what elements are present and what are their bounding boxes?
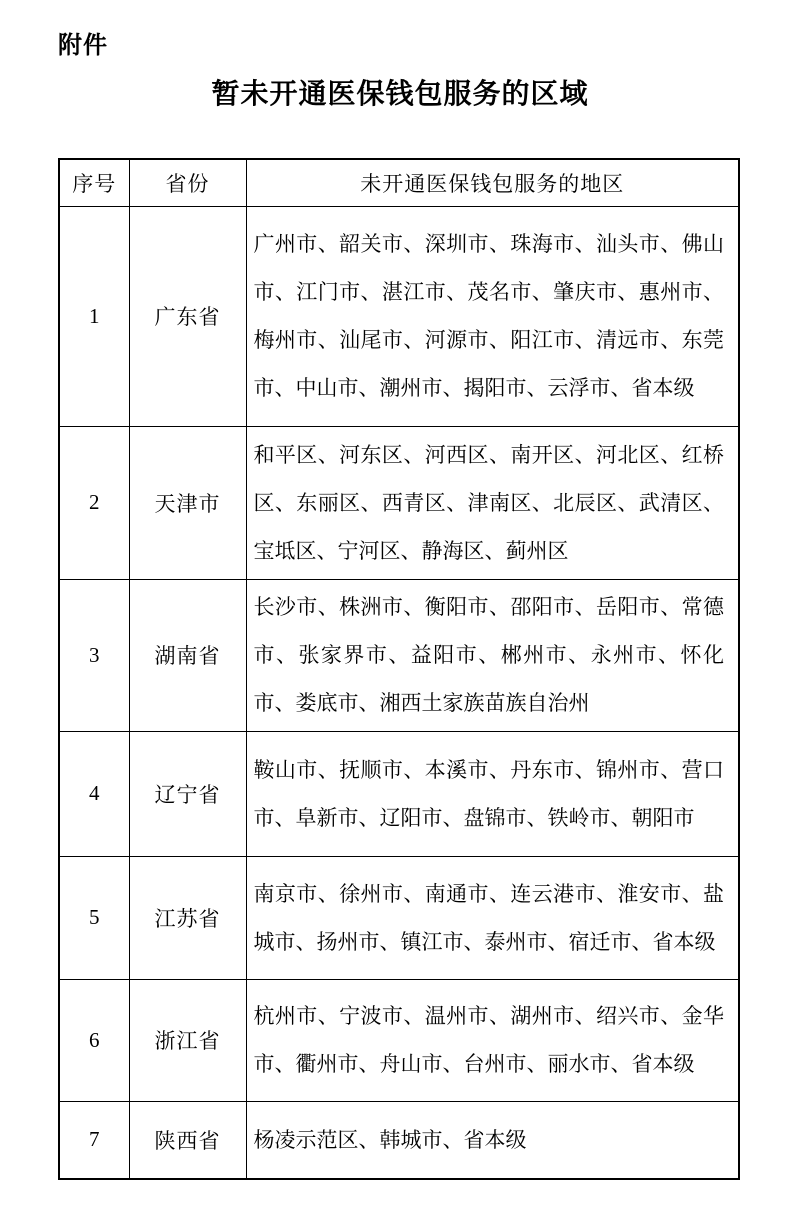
table-row (59, 731, 739, 856)
province-cell: 湖南省 (129, 579, 246, 731)
table-row (59, 579, 739, 731)
regions-cell: 广州市、韶关市、深圳市、珠海市、汕头市、佛山市、江门市、湛江市、茂名市、肇庆市、惠州市、梅州市、汕尾市、河源市、阳江市、清远市、东莞市、中山市、潮州市、揭阳市、云浮市、省本级 (246, 206, 739, 426)
table-row (59, 856, 739, 979)
province-cell: 辽宁省 (129, 731, 246, 856)
header-serial-number: 序号 (59, 159, 129, 206)
serial-number-cell: 5 (59, 856, 129, 979)
table-row (59, 426, 739, 579)
header-regions: 未开通医保钱包服务的地区 (246, 159, 739, 206)
province-cell: 江苏省 (129, 856, 246, 979)
regions-cell: 南京市、徐州市、南通市、连云港市、淮安市、盐城市、扬州市、镇江市、泰州市、宿迁市、省本级 (246, 856, 739, 979)
document-title: 暂未开通医保钱包服务的区域 (211, 79, 589, 110)
table-header-row (59, 159, 739, 206)
table-row (59, 206, 739, 426)
regions-table (58, 158, 740, 1180)
province-cell: 陕西省 (129, 1101, 246, 1179)
attachment-label: 附件 (58, 33, 108, 59)
serial-number-cell: 4 (59, 731, 129, 856)
province-cell: 天津市 (129, 426, 246, 579)
regions-cell: 鞍山市、抚顺市、本溪市、丹东市、锦州市、营口市、阜新市、辽阳市、盘锦市、铁岭市、朝阳市 (246, 731, 739, 856)
serial-number-cell: 7 (59, 1101, 129, 1179)
regions-cell: 和平区、河东区、河西区、南开区、河北区、红桥区、东丽区、西青区、津南区、北辰区、武清区、宝坻区、宁河区、静海区、蓟州区 (246, 426, 739, 579)
table-row (59, 1101, 739, 1179)
serial-number-cell: 2 (59, 426, 129, 579)
province-cell: 浙江省 (129, 979, 246, 1101)
serial-number-cell: 3 (59, 579, 129, 731)
serial-number-cell: 1 (59, 206, 129, 426)
header-province: 省份 (129, 159, 246, 206)
regions-cell: 长沙市、株洲市、衡阳市、邵阳市、岳阳市、常德市、张家界市、益阳市、郴州市、永州市、怀化市、娄底市、湘西土家族苗族自治州 (246, 579, 739, 731)
table-row (59, 979, 739, 1101)
province-cell: 广东省 (129, 206, 246, 426)
regions-cell: 杨凌示范区、韩城市、省本级 (246, 1101, 739, 1179)
serial-number-cell: 6 (59, 979, 129, 1101)
regions-cell: 杭州市、宁波市、温州市、湖州市、绍兴市、金华市、衢州市、舟山市、台州市、丽水市、省本级 (246, 979, 739, 1101)
